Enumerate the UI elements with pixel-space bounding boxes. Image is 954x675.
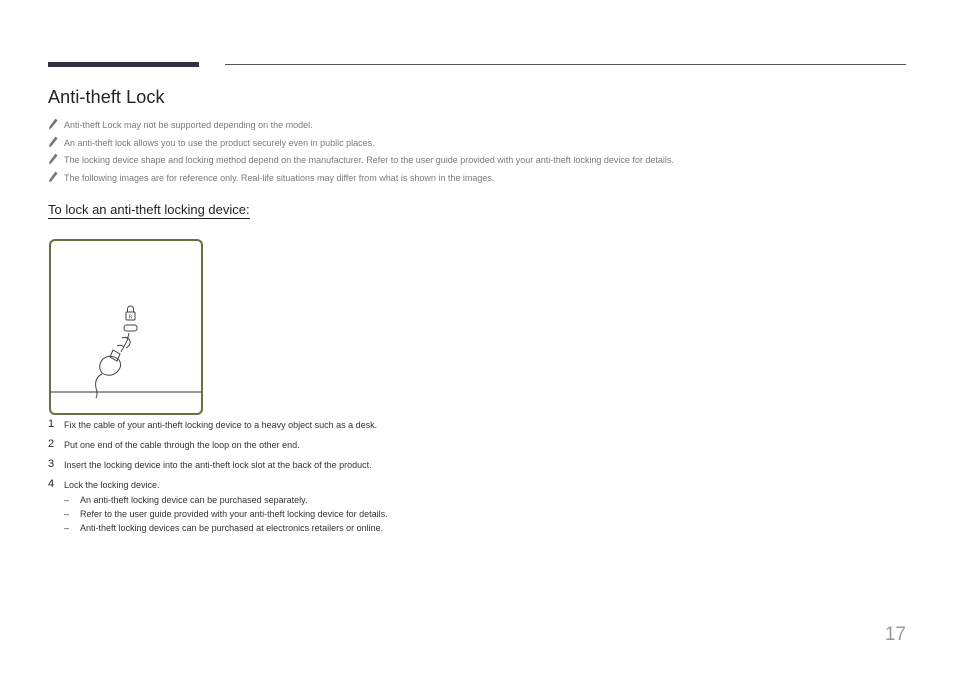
pen-note-icon <box>48 153 58 165</box>
lock-cable-icon <box>96 333 131 398</box>
note-text: The following images are for reference only. Real-life situations may differ from what is shown in the images. <box>64 172 495 183</box>
lock-slot-icon <box>124 325 137 331</box>
pen-note-icon <box>48 171 58 183</box>
header-rule-thin <box>225 64 906 65</box>
sub-note-text: Refer to the user guide provided with your anti-theft locking device for details. <box>80 509 388 519</box>
dash-bullet: – <box>64 495 70 505</box>
step-number: 4 <box>48 478 55 490</box>
note-text: Anti-theft Lock may not be supported depending on the model. <box>64 120 313 130</box>
sub-note-text: Anti-theft locking devices can be purchased at electronics retailers or online. <box>80 523 384 533</box>
dash-bullet: – <box>64 509 70 519</box>
pen-note-icon <box>48 118 58 130</box>
step-number: 2 <box>48 438 55 450</box>
step-number: 1 <box>48 418 55 430</box>
pen-note-icon <box>48 136 58 148</box>
step-text: Insert the locking device into the anti-theft lock slot at the back of the product. <box>64 460 372 470</box>
step-number: 3 <box>48 458 55 470</box>
sub-note-text: An anti-theft locking device can be purchased separately. <box>80 495 308 505</box>
padlock-icon <box>126 306 135 321</box>
step-text: Put one end of the cable through the loop on the other end. <box>64 440 300 450</box>
page-number: 17 <box>884 624 906 645</box>
section-heading: To lock an anti-theft locking device: <box>48 202 250 217</box>
page-title: Anti-theft Lock <box>48 87 165 107</box>
note-text: The locking device shape and locking method depend on the manufacturer. Refer to the user guide provided with your anti-theft locking device for details. <box>64 155 674 166</box>
header-rule-thick <box>48 62 199 67</box>
svg-text:R: R <box>128 314 133 321</box>
step-text: Lock the locking device. <box>64 480 160 490</box>
dash-bullet: – <box>64 523 70 533</box>
note-text: An anti-theft lock allows you to use the product securely even in public places. <box>64 137 375 148</box>
lock-illustration <box>49 239 203 415</box>
lock-illustration-drawing <box>51 241 201 413</box>
step-text: Fix the cable of your anti-theft locking device to a heavy object such as a desk. <box>64 420 378 430</box>
